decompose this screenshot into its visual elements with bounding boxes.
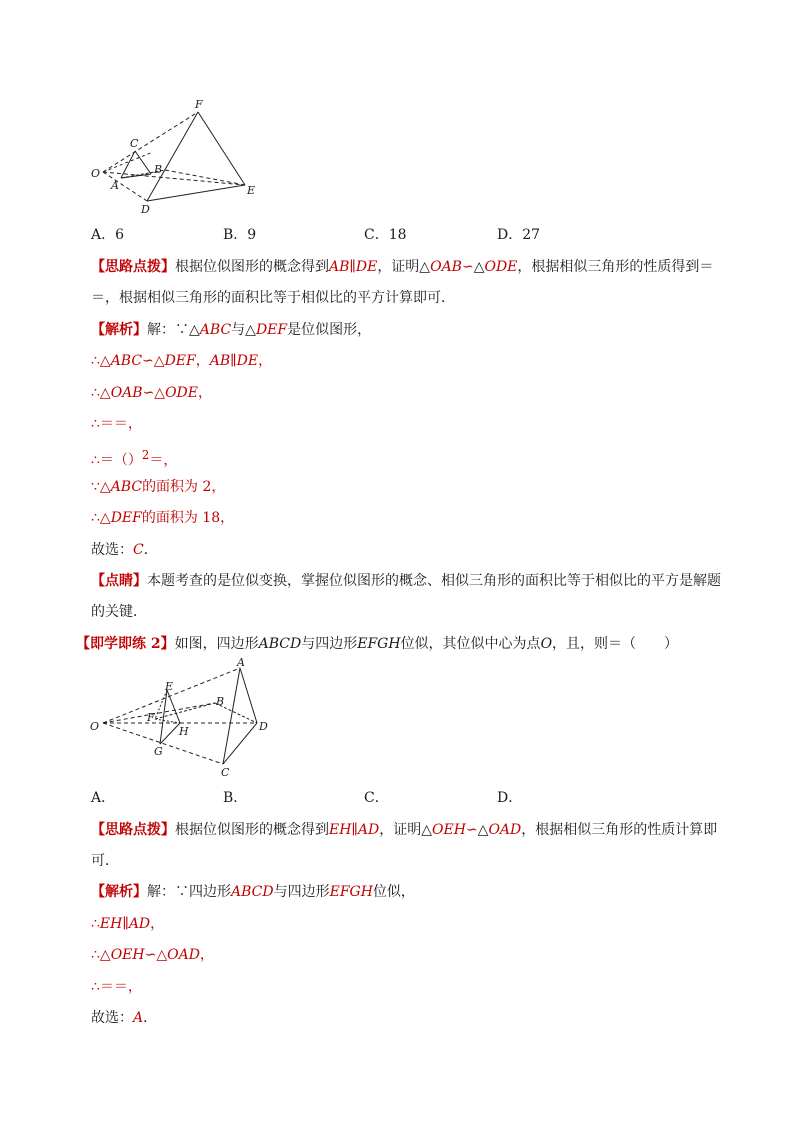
point-label-c: C	[221, 766, 230, 779]
math-efgh: EFGH	[357, 636, 401, 652]
math-oab: OAB∽	[110, 385, 155, 401]
answer-1	[91, 540, 158, 560]
exercise-text: 位似，其位似中心为点	[400, 636, 541, 652]
point-label-o: O	[90, 720, 100, 733]
step-text: ∴△	[91, 353, 111, 369]
step-text: ∴△	[91, 947, 111, 963]
hint-text: ，根据相似三角形的性质得到＝	[517, 259, 714, 275]
hint-text: 根据位似图形的概念得到	[175, 259, 329, 275]
step-text: 的面积为 18，	[141, 510, 235, 526]
q1-option-c[interactable]: C．18	[364, 227, 407, 243]
math-def: DEF	[255, 322, 288, 338]
step-text: ，	[199, 947, 214, 963]
q2-option-c[interactable]: C．	[364, 790, 389, 806]
point-label-a: A	[111, 179, 119, 192]
analysis-1-step-7	[91, 508, 234, 528]
answer-text: 故选：	[91, 1010, 133, 1026]
math-oeh: OEH∽	[110, 947, 157, 963]
math-abc: ABC∽	[110, 353, 154, 369]
step-text: ，	[195, 353, 210, 369]
step-text: ，	[198, 385, 212, 401]
step-text: △	[153, 353, 165, 369]
math-oab: OAB∽	[430, 259, 474, 275]
analysis-text: 解：∵△	[147, 322, 200, 338]
hint-tag: 【思路点拨】	[91, 822, 175, 838]
math-oeh: OEH∽	[432, 822, 478, 838]
q1-option-d[interactable]: D．27	[497, 227, 541, 243]
hint-text: △	[477, 822, 489, 838]
answer-choice: A	[133, 1010, 144, 1026]
comment-1-line-2: 的关键．	[91, 604, 147, 620]
analysis-1-step-2	[91, 351, 272, 371]
exponent: 2	[141, 448, 150, 462]
math-oad: OAD	[167, 947, 200, 963]
math-ab-parallel-de: AB∥DE	[329, 259, 378, 275]
point-label-f: F	[195, 98, 203, 111]
analysis-2-step-4: ∴＝＝，	[91, 979, 142, 995]
math-o: O	[540, 636, 553, 652]
answer-2	[91, 1008, 157, 1028]
analysis-tag: 【解析】	[91, 884, 147, 900]
answer-text: ．	[143, 542, 158, 558]
analysis-text: 解：∵四边形	[147, 884, 231, 900]
analysis-1-step-5	[91, 445, 178, 469]
analysis-tag: 【解析】	[91, 322, 147, 338]
math-ab-parallel-de: AB∥DE	[209, 353, 259, 369]
answer-choice: C	[133, 542, 144, 558]
math-ode: ODE	[484, 259, 518, 275]
analysis-text: 位似，	[372, 884, 415, 900]
exercise-2-title	[76, 634, 678, 654]
hint-text: 根据位似图形的概念得到	[175, 822, 329, 838]
step-text: ∴△	[91, 385, 111, 401]
analysis-2-intro	[91, 882, 415, 902]
step-text: 的面积为 2，	[142, 479, 226, 495]
hint-text: ，根据相似三角形的性质计算即	[521, 822, 718, 838]
hint-1-line-1	[91, 257, 713, 277]
step-text: ∴△	[91, 510, 111, 526]
step-text: ，	[150, 916, 165, 932]
figure-2-homothety-quadrilaterals	[85, 656, 275, 780]
point-label-d: D	[141, 203, 150, 216]
step-text: ∴	[91, 916, 100, 932]
math-oad: OAD	[488, 822, 522, 838]
math-eh-parallel-ad: EH∥AD	[99, 916, 151, 932]
point-label-o: O	[91, 167, 101, 180]
hint-text: △	[473, 259, 485, 275]
point-label-a: A	[237, 656, 245, 669]
q1-option-b[interactable]: B．9	[223, 227, 257, 243]
analysis-1-step-3	[91, 383, 212, 403]
hint-1-line-2: ＝，根据相似三角形的面积比等于相似比的平方计算即可．	[91, 290, 455, 306]
point-label-b: B	[216, 695, 225, 708]
math-ode: ODE	[165, 385, 198, 401]
exercise-text: 如图，四边形	[174, 636, 259, 652]
answer-text: 故选：	[91, 542, 133, 558]
hint-text: ，证明△	[377, 259, 431, 275]
analysis-1-step-4: ∴＝＝，	[91, 416, 142, 432]
point-label-h: H	[179, 725, 189, 738]
math-eh-parallel-ad: EH∥AD	[329, 822, 380, 838]
exercise-tag: 【即学即练 2】	[76, 636, 175, 652]
math-def: DEF	[110, 510, 142, 526]
analysis-text: 是位似图形，	[287, 322, 372, 338]
hint-2-line-2: 可．	[91, 853, 119, 869]
hint-2-line-1	[91, 820, 717, 840]
point-label-b: B	[154, 163, 163, 176]
point-label-f: F	[147, 711, 155, 724]
analysis-1-step-6	[91, 477, 225, 497]
analysis-text: 与四边形	[273, 884, 330, 900]
comment-1-line-1	[91, 571, 721, 591]
analysis-2-step-3	[91, 945, 214, 965]
point-label-e: E	[165, 680, 174, 693]
exercise-text: 与四边形	[301, 636, 358, 652]
math-abc: ABC	[199, 322, 232, 338]
hint-text: ，证明△	[379, 822, 433, 838]
point-label-d: D	[259, 720, 268, 733]
comment-tag: 【点睛】	[91, 573, 147, 589]
math-abc: ABC	[110, 479, 143, 495]
point-label-e: E	[247, 184, 256, 197]
q2-option-a[interactable]: A．	[91, 790, 116, 806]
q2-option-d[interactable]: D．	[497, 790, 523, 806]
point-label-c: C	[130, 137, 139, 150]
answer-text: ．	[143, 1010, 158, 1026]
step-text: △	[154, 385, 166, 401]
analysis-text: 与△	[231, 322, 256, 338]
hint-tag: 【思路点拨】	[91, 259, 175, 275]
exercise-text: ，且，则＝（ ）	[552, 636, 679, 652]
step-text: ，	[258, 353, 273, 369]
figure-1-homothety-triangles	[85, 96, 265, 221]
step-text: ∴＝（）	[91, 452, 142, 469]
analysis-2-step-2	[91, 914, 164, 934]
q2-option-b[interactable]: B．	[223, 790, 248, 806]
math-abcd: ABCD	[231, 884, 274, 900]
step-text: ∵△	[91, 479, 111, 495]
step-text: ＝，	[149, 452, 178, 469]
q1-option-a[interactable]: A．6	[91, 227, 125, 243]
math-efgh: EFGH	[329, 884, 373, 900]
point-label-g: G	[154, 745, 163, 758]
analysis-1-intro	[91, 320, 371, 340]
step-text: △	[156, 947, 168, 963]
math-def: DEF	[164, 353, 196, 369]
comment-text: 本题考查的是位似变换，掌握位似图形的概念、相似三角形的面积比等于相似比的平方是解题	[147, 573, 721, 589]
math-abcd: ABCD	[258, 636, 302, 652]
